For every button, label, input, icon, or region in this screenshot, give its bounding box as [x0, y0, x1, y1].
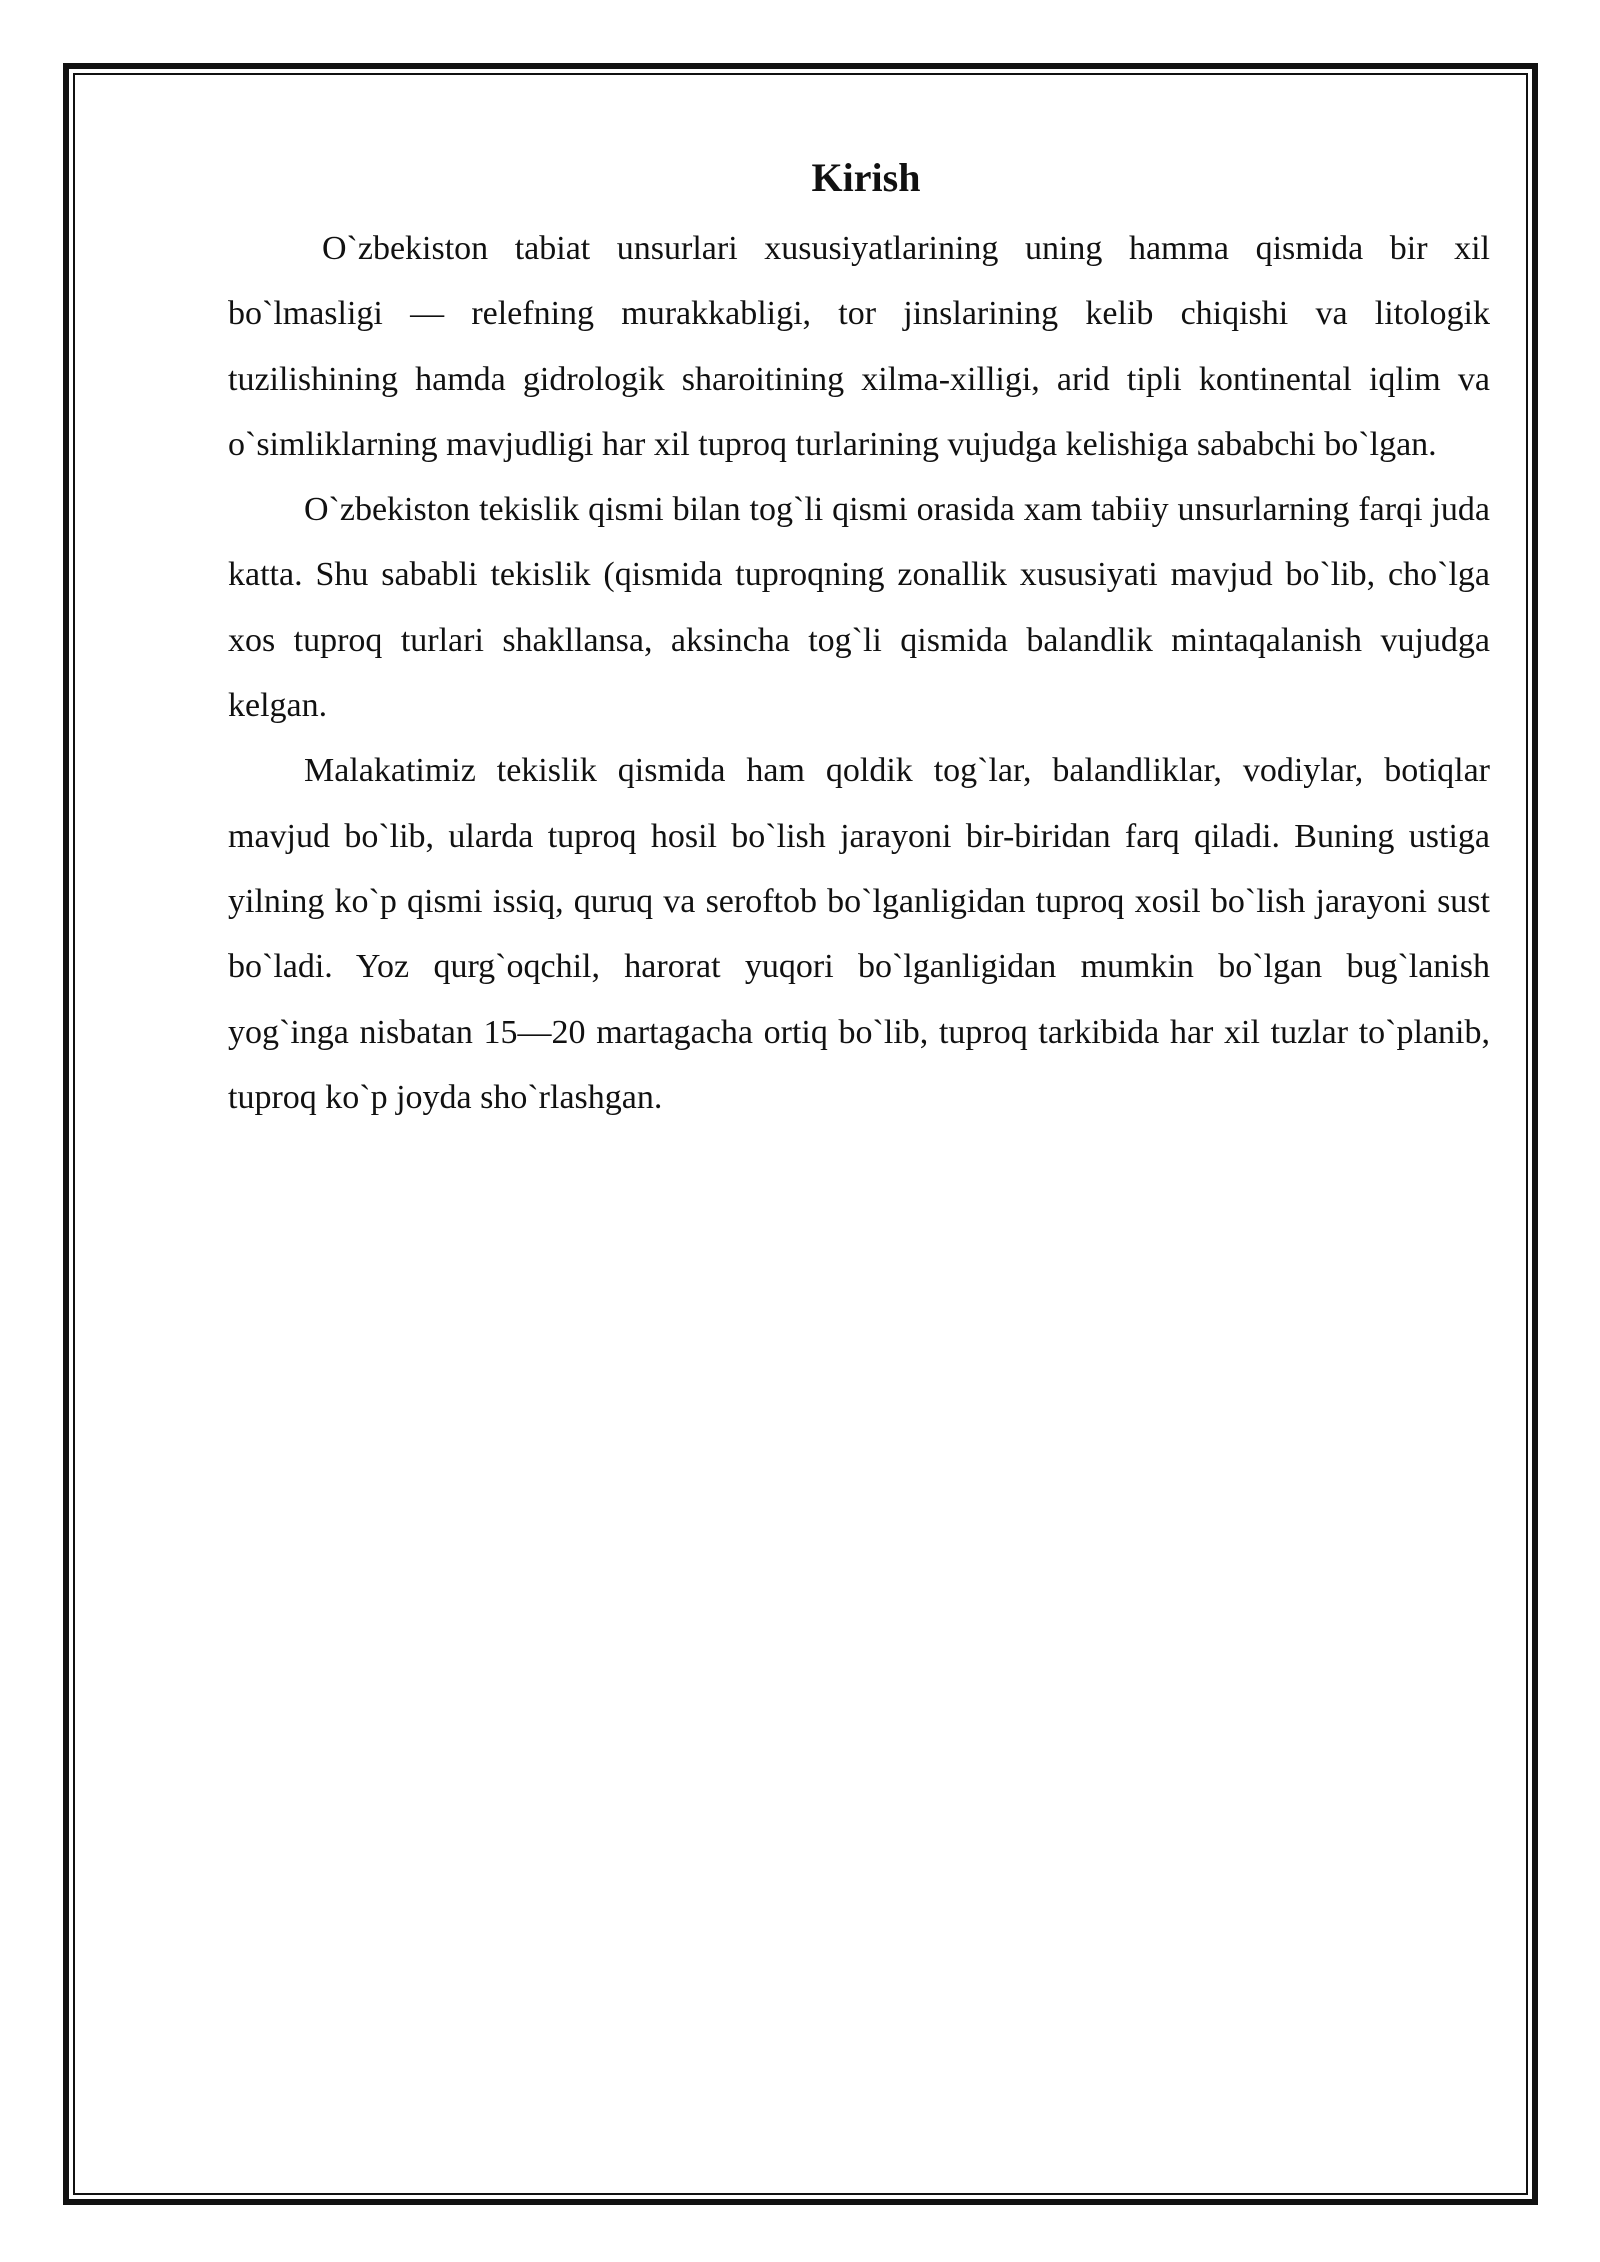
document-title: Kirish [811, 155, 921, 200]
paragraph-1: O`zbekiston tabiat unsurlari xususiyatlarining uning hamma qismida bir xil bo`lmasligi — relefning murakkabligi, tor jinslarining kelib chiqishi va litologik tuzilishining hamda gidrologik sharoitining xilma-xilligi, arid tipli kontinental iqlim va o`simliklarning mavjudligi har xil tuproq turlarining vujudga kelishiga sababchi bo`lgan. [228, 230, 1490, 463]
paragraph-3: Malakatimiz tekislik qismida ham qoldik tog`lar, balandliklar, vodiylar, botiqlar mavjud bo`lib, ularda tuproq hosil bo`lish jarayoni bir-biridan farq qiladi. Buning ustiga yilning ko`p qismi issiq, quruq va seroftob bo`lganligidan tuproq xosil bo`lish jarayoni sust bo`ladi. Yoz qurg`oqchil, harorat yuqori bo`lganligidan mumkin bo`lgan bug`lanish yog`inga nisbatan 15—20 martagacha ortiq bo`lib, tuproq tarkibida har xil tuzlar to`planib, tuproq ko`p joyda sho`rlashgan. [228, 752, 1490, 1116]
document-body [228, 150, 1490, 1130]
paragraph-2: O`zbekiston tekislik qismi bilan tog`li qismi orasida xam tabiiy unsurlarning farqi juda katta. Shu sababli tekislik (qismida tuproqning zonallik xususiyati mavjud bo`lib, cho`lga xos tuproq turlari shakllansa, aksincha tog`li qismida balandlik mintaqalanish vujudga kelgan. [228, 491, 1490, 725]
